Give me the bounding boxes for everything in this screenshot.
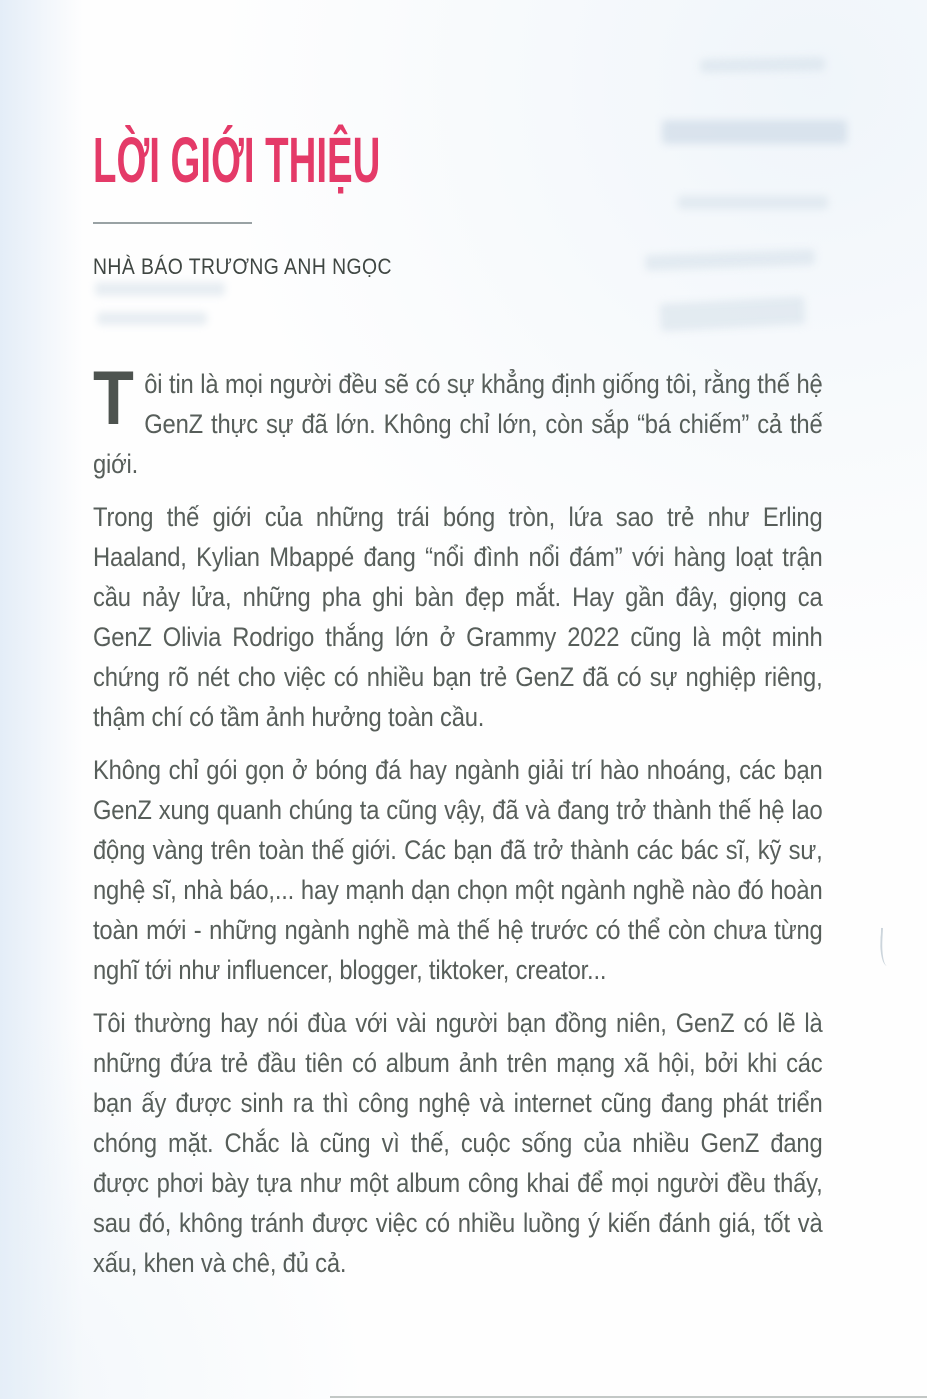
paragraph: Trong thế giới của những trái bóng tròn, lứa sao trẻ như Erling Haaland, Kylian Mbappé đang “nổi đình nổi đám” với hàng loạt trận cầu nảy lửa, những pha ghi bàn đẹp mắt. Hay gần đây, giọng ca GenZ Olivia Rodrigo thắng lớn ở Grammy 2022 cũng là một minh chứng rõ nét cho việc có nhiều bạn trẻ GenZ đã có sự nghiệp riêng, thậm chí có tầm ảnh hưởng toàn cầu. [93, 502, 823, 732]
drop-cap: T [93, 356, 134, 441]
showthrough-ghost [700, 57, 825, 73]
paragraph: Tôi thường hay nói đùa với vài người bạn đồng niên, GenZ có lẽ là những đứa trẻ đầu tiên có album ảnh trên mạng xã hội, bởi khi các bạn ấy được sinh ra thì công nghệ và internet cũng đang phát triển chóng mặt. Chắc là cũng vì thế, cuộc sống của nhiều GenZ đang được phơi bày tựa như một album công khai để mọi người đều thấy, sau đó, không tránh được việc có nhiều luồng ý kiến đánh giá, tốt và xấu, khen và chê, đủ cả. [93, 1008, 823, 1278]
paragraph-text: ôi tin là mọi người đều sẽ có sự khẳng định giống tôi, rằng thế hệ GenZ thực sự đã lớn. Không chỉ lớn, còn sắp “bá chiếm” cả thế giới. [93, 369, 823, 479]
title-divider [93, 222, 252, 224]
page-content [93, 124, 823, 1296]
author-byline: NHÀ BÁO TRƯƠNG ANH NGỌC [93, 254, 392, 279]
scan-edge-line [330, 1396, 927, 1398]
paragraph: Không chỉ gói gọn ở bóng đá hay ngành giải trí hào nhoáng, các bạn GenZ xung quanh chúng ta cũng vậy, đã và đang trở thành thế hệ lao động vàng trên toàn thế giới. Các bạn đã trở thành các bác sĩ, kỹ sư, nghệ sĩ, nhà báo,... hay mạnh dạn chọn một ngành nghề nào đó hoàn toàn mới - những ngành nghề mà thế hệ trước có thể còn chưa từng nghĩ tới như influencer, blogger, tiktoker, creator... [93, 755, 823, 985]
paragraph [93, 356, 823, 484]
scan-artifact-mark [879, 928, 893, 967]
chapter-title: LỜI GIỚI THIỆU [93, 124, 381, 196]
body-text [93, 356, 823, 1283]
